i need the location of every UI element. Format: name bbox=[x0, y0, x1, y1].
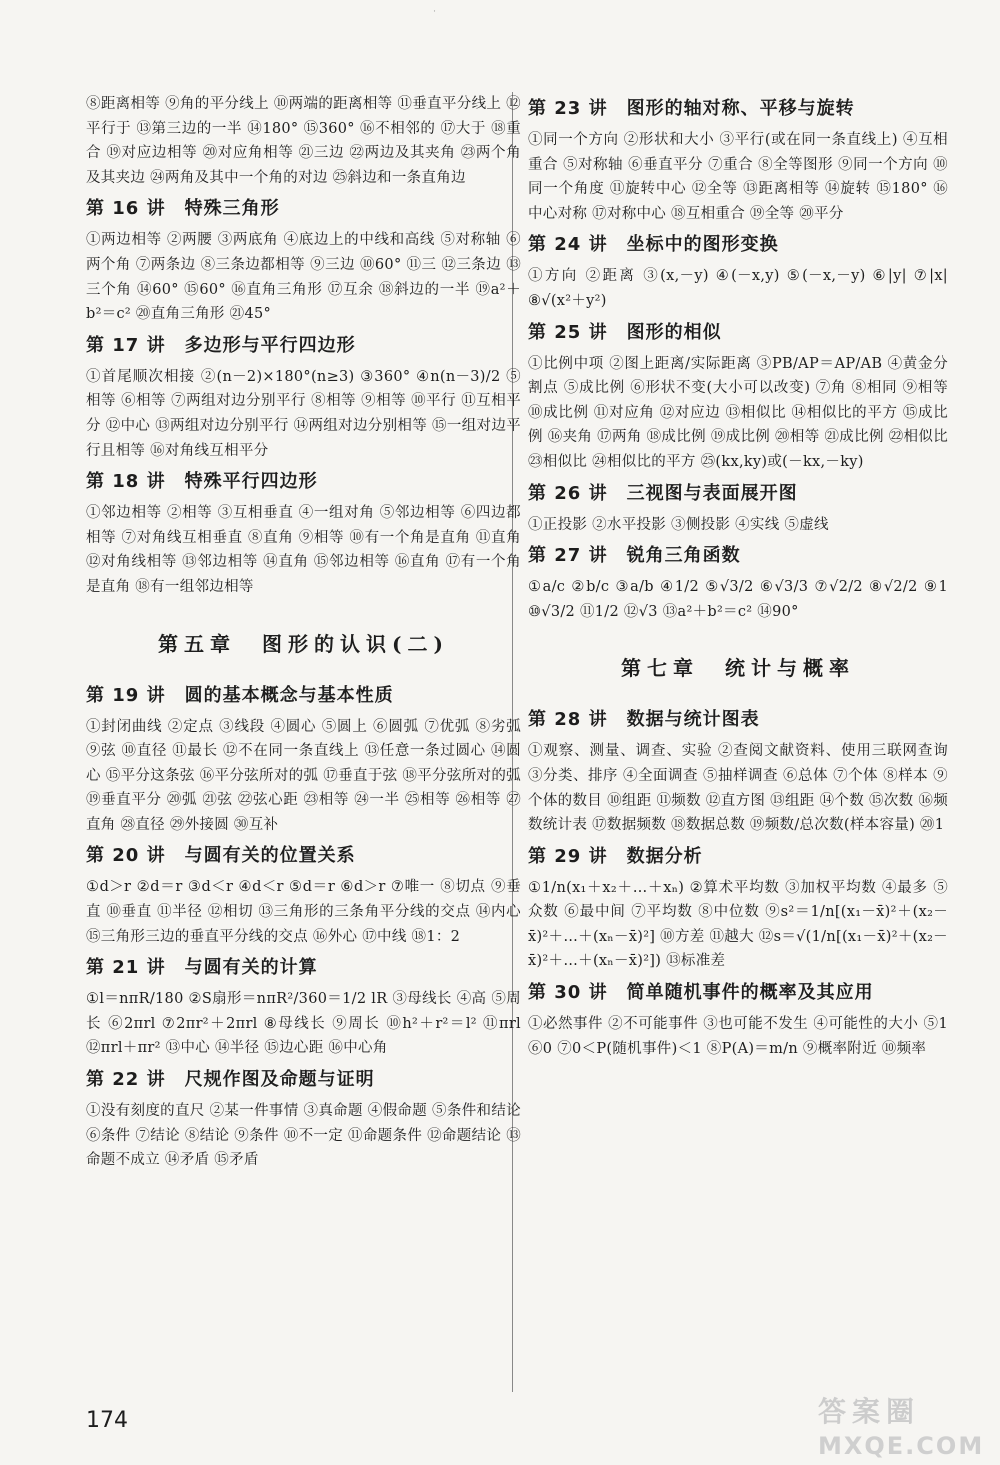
answer-text: ①方向 ②距离 ③(x,－y) ④(－x,y) ⑤(－x,－y) ⑥|y| ⑦|x| ⑧√(x²＋y²) bbox=[528, 268, 948, 309]
page-number: 174 bbox=[86, 1408, 128, 1433]
answer-text: ①观察、测量、调查、实验 ②查阅文献资料、使用三联网查询 ③分类、排序 ④全面调查 ⑤抽样调查 ⑥总体 ⑦个体 ⑧样本 ⑨个体的数目 ⑩组距 ⑪频数 ⑫直方图 ⑬组距 ⑭个数 ⑮次数 ⑯频数统计表 ⑰数据频数 ⑱数据总数 ⑲频数/总次数(样本容量) ⑳1 bbox=[528, 743, 948, 834]
lesson-section bbox=[86, 843, 521, 949]
answer-text: ⑧距离相等 ⑨角的平分线上 ⑩两端的距离相等 ⑪垂直平分线上 ⑫平行于 ⑬第三边的一半 ⑭180° ⑮360° ⑯不相邻的 ⑰大于 ⑱重合 ⑲对应边相等 ⑳对应角相等 ㉑三边 ㉒两边及其夹角 ㉓两个角及其夹边 ㉔两角及其中一个角的对边 ㉕斜边和一条直角边 bbox=[86, 96, 521, 186]
answer-text: ①d＞r ②d＝r ③d＜r ④d＜r ⑤d＝r ⑥d＞r ⑦唯一 ⑧切点 ⑨垂直 ⑩垂直 ⑪半径 ⑫相切 ⑬三角形的三条角平分线的交点 ⑭内心 ⑮三角形三边的垂直平分线的交点 ⑯外心 ⑰中线 ⑱1：2 bbox=[86, 879, 521, 945]
lesson-title: 第 16 讲 特殊三角形 bbox=[86, 198, 280, 220]
lesson-title: 第 28 讲 数据与统计图表 bbox=[528, 709, 760, 731]
lesson-title: 第 25 讲 图形的相似 bbox=[528, 321, 722, 343]
lesson-section bbox=[528, 232, 948, 313]
lesson-title: 第 22 讲 尺规作图及命题与证明 bbox=[86, 1069, 375, 1091]
lesson-section bbox=[528, 320, 948, 475]
chapter-title: 第五章 图形的认识(二) bbox=[158, 631, 449, 656]
answer-text: ①1/n(x₁＋x₂＋…＋xₙ) ②算术平均数 ③加权平均数 ④最多 ⑤众数 ⑥最中间 ⑦平均数 ⑧中位数 ⑨s²＝1/n[(x₁－x̄)²＋(x₂－x̄)²＋…＋(xₙ－x̄)²] ⑩方差 ⑪越大 ⑫s＝√(1/n[(x₁－x̄)²＋(x₂－x̄)²＋…＋(xₙ－x̄)²]) ⑬标准差 bbox=[528, 879, 948, 970]
continued-answers bbox=[86, 92, 521, 190]
lesson-section bbox=[86, 469, 521, 599]
chapter-title: 第七章 统计与概率 bbox=[621, 656, 855, 681]
lesson-section bbox=[86, 683, 521, 838]
lesson-title: 第 23 讲 图形的轴对称、平移与旋转 bbox=[528, 98, 855, 119]
watermark-top: 答案圈 bbox=[818, 1395, 921, 1428]
lesson-title: 第 21 讲 与圆有关的计算 bbox=[86, 957, 318, 979]
answer-text: ①必然事件 ②不可能事件 ③也可能不发生 ④可能性的大小 ⑤1 ⑥0 ⑦0＜P(随机事件)＜1 ⑧P(A)＝m/n ⑨概率附近 ⑩频率 bbox=[528, 1016, 948, 1057]
lesson-section bbox=[528, 844, 948, 974]
lesson-section bbox=[528, 707, 948, 837]
right-column bbox=[528, 92, 948, 1067]
answer-text: ①邻边相等 ②相等 ③互相垂直 ④一组对角 ⑤邻边相等 ⑥四边都相等 ⑦对角线互相垂直 ⑧直角 ⑨相等 ⑩有一个角是直角 ⑪直角 ⑫对角线相等 ⑬邻边相等 ⑭直角 ⑮邻边相等 ⑯直角 ⑰有一个角是直角 ⑱有一组邻边相等 bbox=[86, 505, 521, 595]
answer-text: ①l＝nπR/180 ②S扇形＝nπR²/360＝1/2 lR ③母线长 ④高 ⑤周长 ⑥2πrl ⑦2πr²＋2πrl ⑧母线长 ⑨周长 ⑩h²＋r²＝l² ⑪πrl ⑫πrl＋πr² ⑬中心 ⑭半径 ⑮边心距 ⑯中心角 bbox=[86, 991, 521, 1057]
answer-text: ①a/c ②b/c ③a/b ④1/2 ⑤√3/2 ⑥√3/3 ⑦√2/2 ⑧√2/2 ⑨1 ⑩√3/2 ⑪1/2 ⑫√3 ⑬a²＋b²＝c² ⑭90° bbox=[528, 579, 948, 620]
lesson-title: 第 24 讲 坐标中的图形变换 bbox=[528, 234, 779, 256]
answer-text: ①首尾顺次相接 ②(n－2)×180°(n≥3) ③360° ④n(n－3)/2 ⑤相等 ⑥相等 ⑦两组对边分别平行 ⑧相等 ⑨相等 ⑩平行 ⑪互相平分 ⑫中心 ⑬两组对边分别平行 ⑭两组对边分别相等 ⑮一组对边平行且相等 ⑯对角线互相平分 bbox=[86, 368, 521, 459]
lesson-title: 第 19 讲 圆的基本概念与基本性质 bbox=[86, 684, 394, 706]
lesson-section bbox=[528, 980, 948, 1061]
answer-text: ①封闭曲线 ②定点 ③线段 ④圆心 ⑤圆上 ⑥圆弧 ⑦优弧 ⑧劣弧 ⑨弦 ⑩直径 ⑪最长 ⑫不在同一条直线上 ⑬任意一条过圆心 ⑭圆心 ⑮平分这条弦 ⑯平分弦所对的弧 ⑰垂直于弦 ⑱平分弦所对的弧 ⑲垂直平分 ⑳弧 ㉑弦 ㉒弦心距 ㉓相等 ㉔一半 ㉕相等 ㉖相等 ㉗直角 ㉘直径 ㉙外接圆 ㉚互补 bbox=[86, 718, 521, 833]
lesson-title: 第 30 讲 简单随机事件的概率及其应用 bbox=[528, 982, 874, 1004]
lesson-section bbox=[528, 96, 948, 226]
left-column bbox=[86, 92, 521, 1179]
lesson-section bbox=[528, 543, 948, 624]
answer-text: ①两边相等 ②两腰 ③两底角 ④底边上的中线和高线 ⑤对称轴 ⑥两个角 ⑦两条边 ⑧三条边都相等 ⑨三边 ⑩60° ⑪三 ⑫三条边 ⑬三个角 ⑭60° ⑮60° ⑯直角三角形 ⑰互余 ⑱斜边的一半 ⑲a²＋b²＝c² ⑳直角三角形 ㉑45° bbox=[86, 232, 521, 323]
lesson-title: 第 29 讲 数据分析 bbox=[528, 845, 703, 867]
lesson-title: 第 27 讲 锐角三角函数 bbox=[528, 545, 741, 567]
lesson-section bbox=[86, 955, 521, 1061]
lesson-title: 第 26 讲 三视图与表面展开图 bbox=[528, 482, 798, 504]
lesson-section bbox=[528, 481, 948, 538]
watermark-bottom: MXQE.COM bbox=[818, 1432, 985, 1460]
answer-text: ①同一个方向 ②形状和大小 ③平行(或在同一条直线上) ④互相重合 ⑤对称轴 ⑥垂直平分 ⑦重合 ⑧全等图形 ⑨同一个方向 ⑩同一个角度 ⑪旋转中心 ⑫全等 ⑬距离相等 ⑭旋转 ⑮180° ⑯中心对称 ⑰对称中心 ⑱互相重合 ⑲全等 ⑳平分 bbox=[528, 132, 948, 222]
lesson-title: 第 20 讲 与圆有关的位置关系 bbox=[86, 845, 356, 867]
scan-mark: ˙ bbox=[432, 10, 437, 21]
answer-text: ①正投影 ②水平投影 ③侧投影 ④实线 ⑤虚线 bbox=[528, 516, 829, 533]
lesson-section bbox=[86, 333, 521, 463]
lesson-title: 第 17 讲 多边形与平行四边形 bbox=[86, 334, 356, 356]
lesson-section bbox=[86, 1067, 521, 1173]
watermark-logo bbox=[818, 1390, 988, 1458]
answer-text: ①没有刻度的直尺 ②某一件事情 ③真命题 ④假命题 ⑤条件和结论 ⑥条件 ⑦结论 ⑧结论 ⑨条件 ⑩不一定 ⑪命题条件 ⑫命题结论 ⑬命题不成立 ⑭矛盾 ⑮矛盾 bbox=[86, 1103, 521, 1169]
answer-text: ①比例中项 ②图上距离/实际距离 ③PB/AP＝AP/AB ④黄金分割点 ⑤成比例 ⑥形状不变(大小可以改变) ⑦角 ⑧相同 ⑨相等 ⑩成比例 ⑪对应角 ⑫对应边 ⑬相似比 ⑭相似比的平方 ⑮成比例 ⑯夹角 ⑰两角 ⑱成比例 ⑲成比例 ⑳相等 ㉑成比例 ㉒相似比 ㉓相似比 ㉔相似比的平方 ㉕(kx,ky)或(－kx,－ky) bbox=[528, 355, 948, 470]
lesson-title: 第 18 讲 特殊平行四边形 bbox=[86, 471, 318, 493]
lesson-section bbox=[86, 196, 521, 326]
